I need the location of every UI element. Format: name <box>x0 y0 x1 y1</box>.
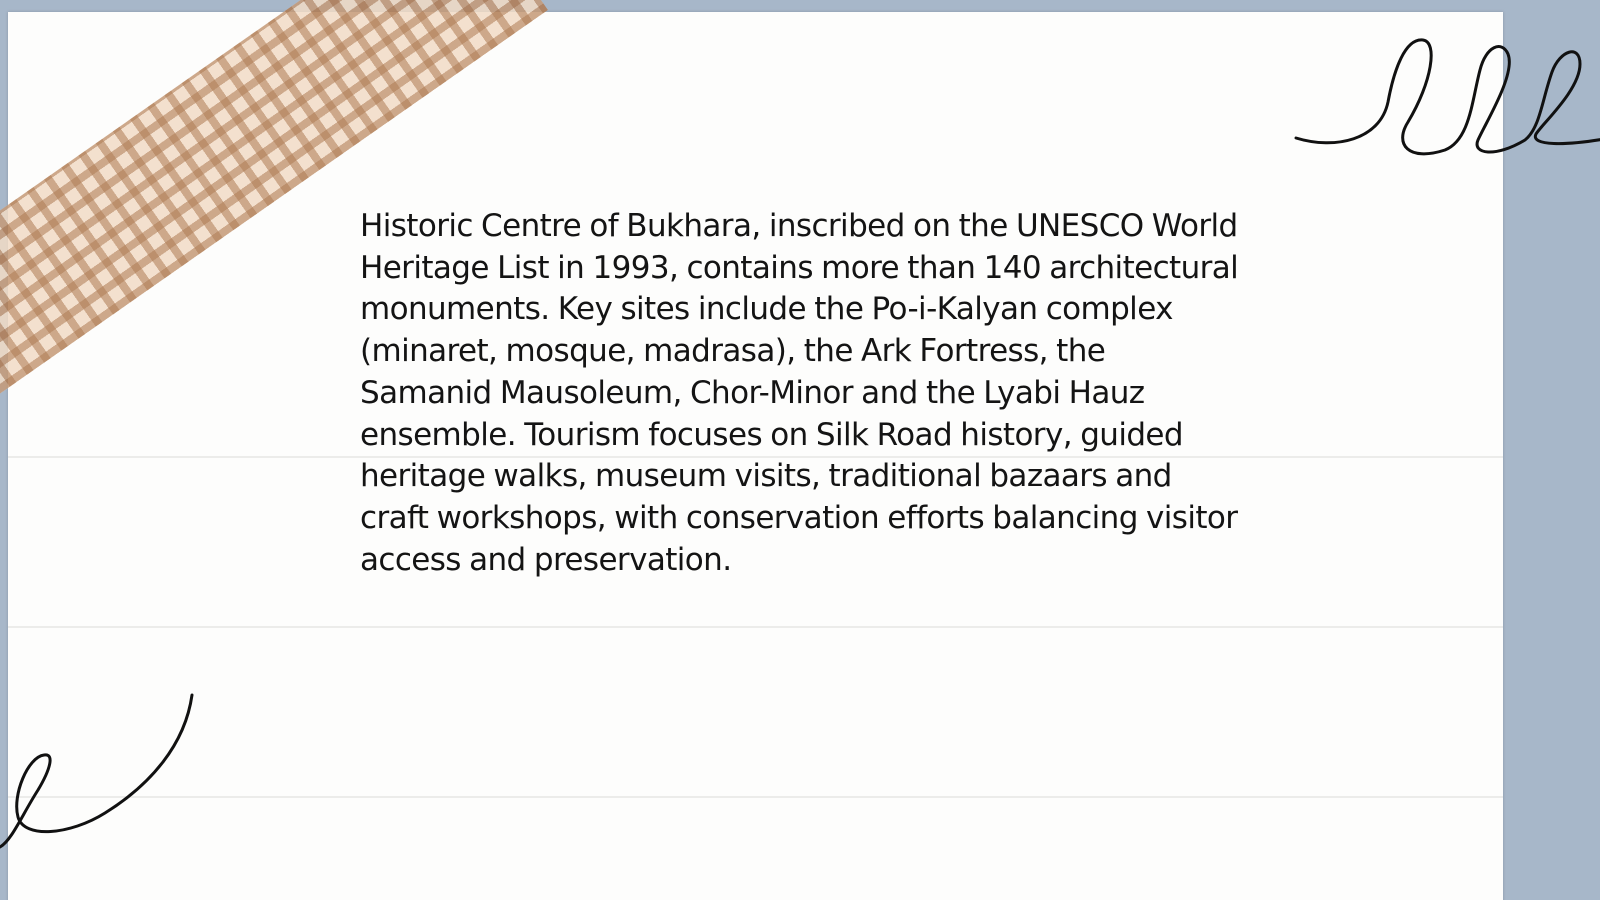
swoosh-squiggle-icon <box>0 695 200 855</box>
paper-rule-line <box>8 626 1503 628</box>
loop-squiggle-icon <box>1290 30 1600 170</box>
slide-body-text: Historic Centre of Bukhara, inscribed on the UNESCO World Heritage List in 1993, contains more than 140 architectural monuments. Key sites include the Po-i-Kalyan complex (minaret, mosque, madrasa), the Ark Fortress, the Samanid Mausoleum, Chor-Minor and the Lyabi Hauz ensemble. Tourism focuses on Silk Road history, guided heritage walks, museum visits, traditional bazaars and craft workshops, with conservation efforts balancing visitor access and preservation. <box>360 208 1239 578</box>
paper-rule-line <box>8 796 1503 798</box>
